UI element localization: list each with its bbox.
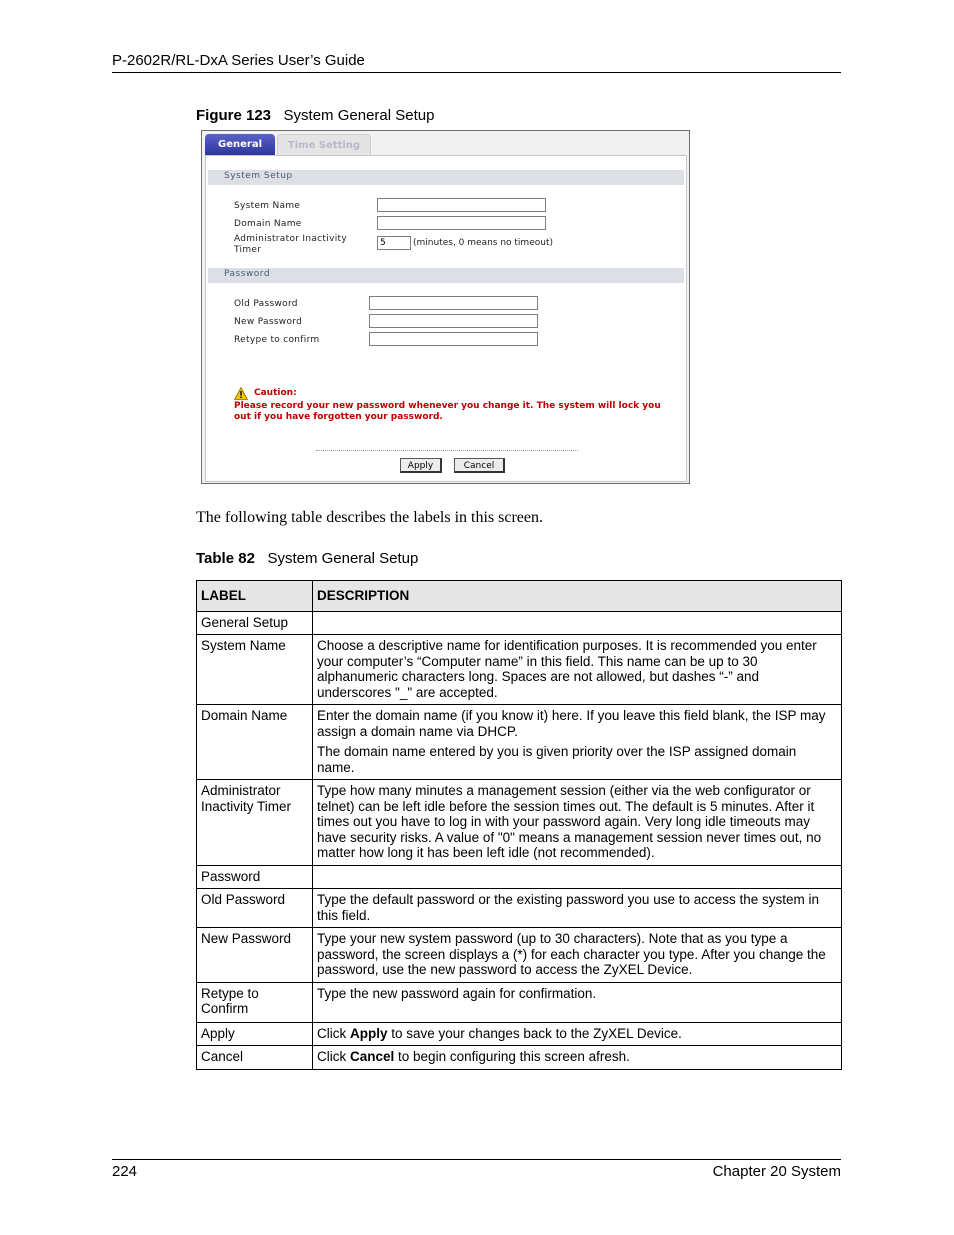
label-column-header: LABEL (197, 581, 313, 612)
row-label: Cancel (197, 1046, 313, 1070)
description-column-header: DESCRIPTION (313, 581, 842, 612)
old-password-label: Old Password (234, 299, 298, 309)
guide-title: P-2602R/RL-DxA Series User’s Guide (112, 52, 365, 69)
warning-icon (234, 387, 248, 400)
figure-title: System General Setup (283, 107, 435, 124)
row-label: Retype to Confirm (197, 982, 313, 1022)
table-row (197, 928, 842, 983)
button-divider (316, 450, 578, 451)
table-row (197, 982, 842, 1022)
row-description (313, 1046, 842, 1070)
row-label: Administrator Inactivity Timer (197, 780, 313, 866)
table-row (197, 889, 842, 928)
table-row (197, 635, 842, 705)
page-header (112, 50, 841, 73)
screenshot-frame (201, 130, 690, 484)
caution-title: Caution: (254, 388, 297, 398)
row-description (313, 635, 842, 705)
description-paragraph: Choose a descriptive name for identification purposes. It is recommended you enter your computer’s “Computer name” in this field. This name can be up to 30 alphanumeric characters long. Spaces are not allowed, but dashes “-” and underscores "_" are accepted. (317, 638, 817, 700)
description-prefix: Click (317, 1049, 350, 1064)
description-paragraph: Type the default password or the existing password you use to access the system in this field. (317, 892, 820, 923)
new-password-input[interactable] (369, 314, 538, 328)
cancel-button[interactable]: Cancel (454, 458, 505, 473)
row-label: Domain Name (197, 705, 313, 780)
description-paragraph: Enter the domain name (if you know it) here. If you leave this field blank, the ISP may assign a domain name via DHCP. (317, 708, 826, 739)
apply-button[interactable]: Apply (400, 458, 442, 473)
old-password-input[interactable] (369, 296, 538, 310)
row-description (313, 865, 842, 889)
page-footer (112, 1159, 841, 1180)
row-description (313, 780, 842, 866)
new-password-label: New Password (234, 317, 303, 327)
table-number: Table 82 (196, 550, 255, 567)
page-number: 224 (112, 1163, 138, 1180)
settings-panel (205, 155, 687, 482)
row-description (313, 705, 842, 780)
caution-text: Please record your new password whenever you change it. The system will lock you out if you have forgotten your password. (234, 401, 661, 422)
timer-input[interactable]: 5 (377, 236, 411, 250)
row-description (313, 982, 842, 1022)
description-paragraph: Type how many minutes a management session (either via the web configurator or telnet) can be left idle before the session times out. The default is 5 minutes. After it times out you have to log in with your password again. Very long idle timeouts may have security risks. A value of "0" means a management session never times out, no matter how long it has been left idle (not recommended). (317, 783, 822, 860)
row-label: New Password (197, 928, 313, 983)
table-row (197, 780, 842, 866)
system-setup-section-bar (208, 170, 684, 185)
row-description (313, 928, 842, 983)
row-description (313, 889, 842, 928)
retype-password-input[interactable] (369, 332, 538, 346)
table-row (197, 611, 842, 635)
row-label: Apply (197, 1022, 313, 1046)
description-suffix: to save your changes back to the ZyXEL Device. (387, 1025, 682, 1041)
description-paragraph: Type the new password again for confirmation. (317, 985, 597, 1001)
table-header-row (197, 581, 842, 612)
table-title: System General Setup (267, 550, 419, 567)
system-name-input[interactable] (377, 198, 546, 212)
system-setup-heading: System Setup (224, 171, 293, 181)
tab-general[interactable]: General (205, 134, 275, 155)
row-description (313, 1022, 842, 1046)
table-row (197, 1022, 842, 1046)
table-row (197, 865, 842, 889)
password-section-bar (208, 268, 684, 283)
table-row (197, 705, 842, 780)
description-suffix: to begin configuring this screen afresh. (394, 1049, 630, 1064)
description-keyword: Apply (350, 1025, 388, 1041)
password-heading: Password (224, 269, 271, 279)
row-description (313, 611, 842, 635)
row-label: Old Password (197, 889, 313, 928)
domain-name-label: Domain Name (234, 219, 302, 229)
description-keyword: Cancel (350, 1049, 395, 1064)
table-caption (196, 550, 418, 567)
table-row (197, 1046, 842, 1070)
system-name-label: System Name (234, 201, 301, 211)
description-table (196, 580, 842, 1070)
domain-name-input[interactable] (377, 216, 546, 230)
row-label: System Name (197, 635, 313, 705)
description-paragraph: Type your new system password (up to 30 characters). Note that as you type a password, the screen displays a (*) for each character you type. After you change the password, use the new password to access the ZyXEL Device. (317, 931, 826, 977)
row-label: General Setup (197, 611, 313, 635)
description-paragraph: The domain name entered by you is given priority over the ISP assigned domain name. (317, 744, 797, 775)
figure-number: Figure 123 (196, 107, 272, 124)
timer-hint: (minutes, 0 means no timeout) (413, 238, 553, 248)
timer-label: Administrator Inactivity Timer (234, 234, 347, 255)
tab-time-setting[interactable]: Time Setting (277, 134, 371, 156)
chapter-label: Chapter 20 System (712, 1163, 841, 1180)
row-label: Password (197, 865, 313, 889)
description-prefix: Click (317, 1025, 350, 1041)
figure-caption (196, 107, 434, 124)
intro-text: The following table describes the labels in this screen. (196, 509, 544, 526)
retype-password-label: Retype to confirm (234, 335, 320, 345)
